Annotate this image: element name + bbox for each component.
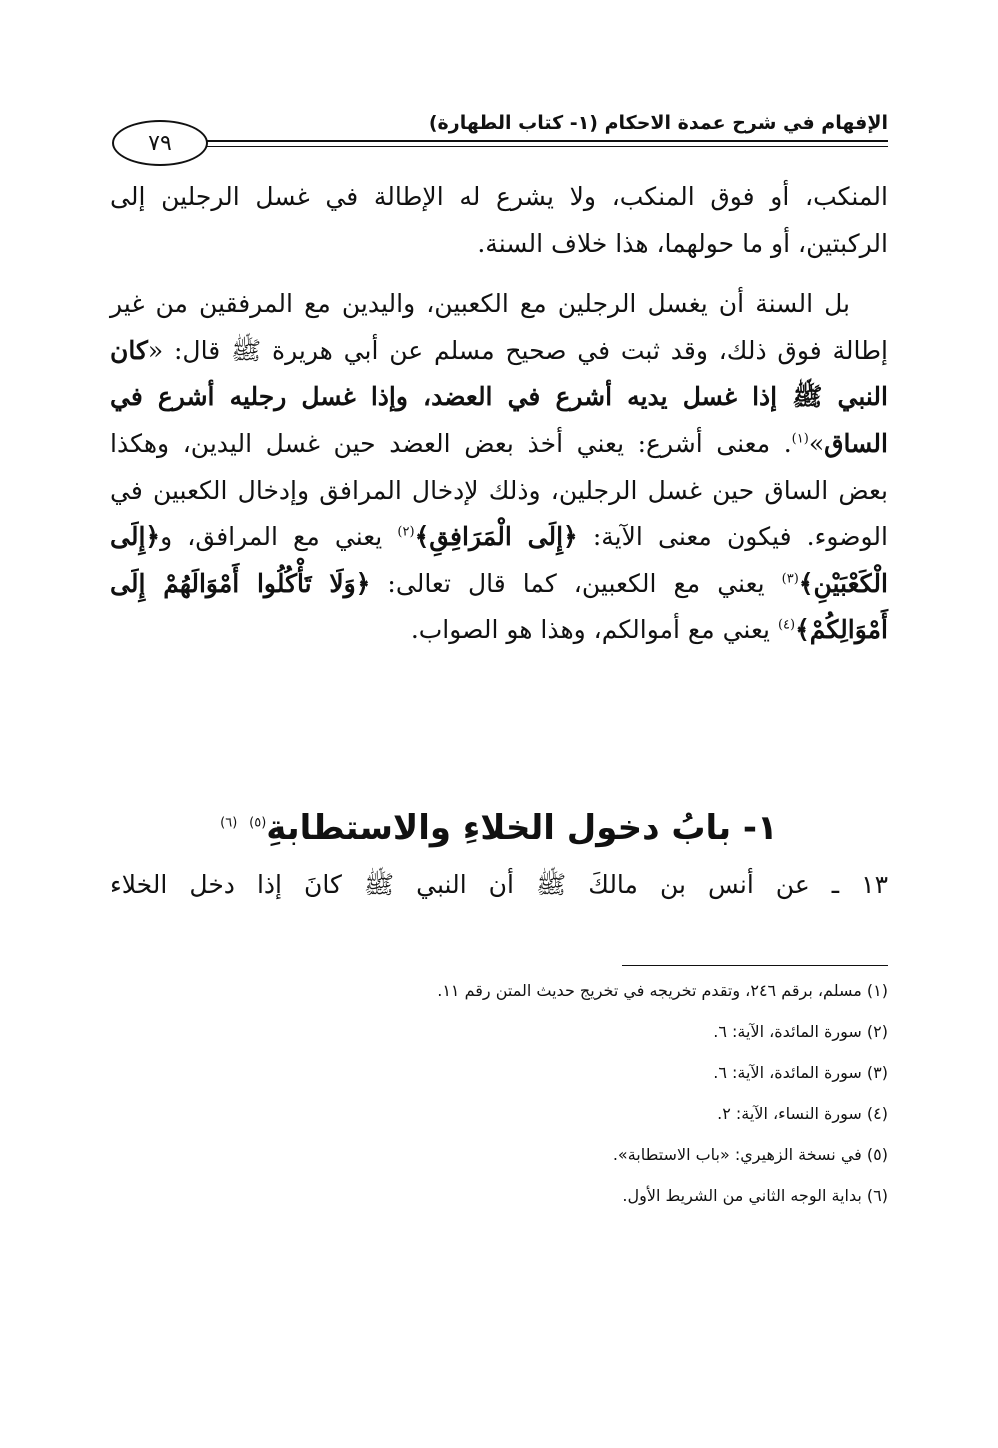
section-heading-text: ١- بابُ دخول الخلاءِ والاستطابةِ <box>266 808 778 848</box>
footnote-4: (٤) سورة النساء، الآية: ٢. <box>717 1104 888 1123</box>
footnotes-list <box>110 978 888 1224</box>
hadith-13-text: ١٣ ـ عن أنس بن مالكَ ﷺ أن النبي ﷺ كانَ إذا دخل الخلاء <box>110 870 888 899</box>
quote-close: » <box>808 428 825 458</box>
header-rule-thick <box>198 140 888 142</box>
paragraph-2-closing: يعني مع أموالكم، وهذا هو الصواب. <box>410 615 778 645</box>
paragraph-2-intro: بل السنة أن يغسل الرجلين مع الكعبين، واليدين مع المرفقين من غير إطالة فوق ذلك، وقد ثبت في صحيح مسلم عن أبي هريرة ﷺ قال: « <box>110 289 888 365</box>
page-number: ٧٩ <box>148 130 172 156</box>
footnote-6: (٦) بداية الوجه الثاني من الشريط الأول. <box>622 1186 888 1205</box>
footnote-ref-5: (٥) <box>249 815 267 831</box>
footnote-separator <box>622 965 888 966</box>
header-rule-thin <box>198 146 888 147</box>
paragraph-1: المنكب، أو فوق المنكب، ولا يشرع له الإطالة في غسل الرجلين إلى الركبتين، أو ما حولهما، هذا خلاف السنة. <box>110 182 888 258</box>
footnote-1: (١) مسلم، برقم ٢٤٦، وتقدم تخريجه في تخريج حديث المتن رقم ١١. <box>437 981 888 1000</box>
quran-quote-3: ﴿وَلَا تَأْكُلُوا أَمْوَالَهُمْ إِلَى أَمْوَالِكُمْ﴾ <box>110 568 888 645</box>
footnote-2: (٢) سورة المائدة، الآية: ٦. <box>713 1022 888 1041</box>
main-text <box>110 174 888 654</box>
footnote-3: (٣) سورة المائدة، الآية: ٦. <box>713 1063 888 1082</box>
page-number-oval <box>112 120 208 166</box>
footnote-ref-6: (٦) <box>220 815 238 831</box>
quran-quote-1: ﴿إِلَى الْمَرَافِقِ﴾ <box>414 522 578 552</box>
quran-quote-2: ﴿إِلَى الْكَعْبَيْنِ﴾ <box>110 522 888 598</box>
paragraph-2-explanation: . معنى أشرع: يعني أخذ بعض العضد حين غسل اليدين، وهكذا بعض الساق حين غسل الرجلين، وذلك لإدخال المرافق وإدخال الكعبين في الوضوء. فيكون معنى الآية: <box>110 428 888 552</box>
section-heading <box>110 808 888 848</box>
footnote-ref-4: (٤) <box>777 618 796 634</box>
paragraph-2-text-f: يعني مع الكعبين، كما قال تعالى: <box>370 568 782 598</box>
footnote-5: (٥) في نسخة الزهيري: «باب الاستطابة». <box>612 1145 888 1164</box>
footnote-ref-2: (٢) <box>397 524 415 540</box>
hadith-quote: كان النبي ﷺ إذا غسل يديه أشرع في العضد، وإذا غسل رجليه أشرع في الساق <box>110 335 888 458</box>
footnote-ref-1: (١) <box>791 431 809 447</box>
paragraph-2 <box>110 281 888 654</box>
paragraph-2-text-e: يعني مع المرافق، و <box>160 522 398 552</box>
footnote-ref-3: (٣) <box>781 571 799 587</box>
running-header-title: الإفهام في شرح عمدة الاحكام (١- كتاب الطهارة) <box>428 112 888 134</box>
